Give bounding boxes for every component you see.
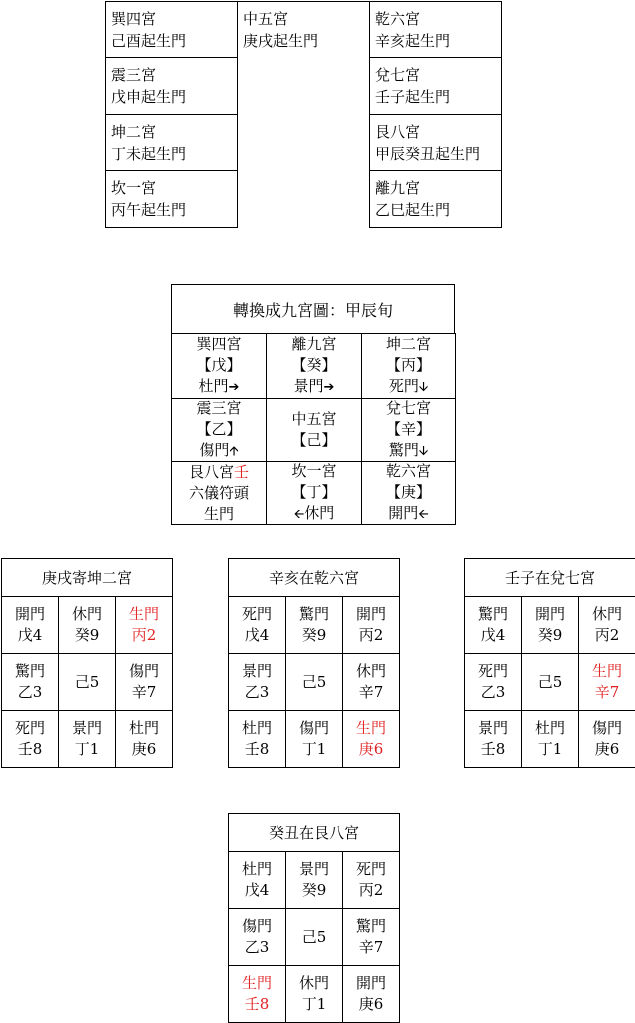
palace-cell <box>361 333 456 399</box>
small-grid-cell <box>1 710 59 768</box>
palace-cell <box>266 333 362 399</box>
palace-name-text: 震三宮 <box>196 399 242 417</box>
palace-cell-gate <box>294 503 335 525</box>
stem-label: 戊4 <box>244 881 270 899</box>
stem-label: 己5 <box>301 927 327 946</box>
gate-label: 杜門 <box>241 860 272 878</box>
top-cell-zhen3 <box>105 57 238 115</box>
stem-label: 戊4 <box>244 626 270 644</box>
gate-label: 開門 <box>355 605 386 623</box>
stem-label: 壬8 <box>480 740 506 758</box>
top-cell-desc: 壬子起生門 <box>375 88 451 106</box>
small-grid-title: 癸丑在艮八宮 <box>228 813 400 852</box>
palace-gate-text: 驚門 <box>388 441 419 459</box>
stem-label: 己5 <box>74 672 100 691</box>
small-grid-cell <box>115 596 173 654</box>
palace-cell-name <box>386 334 431 355</box>
palace-name-text: 乾六宮 <box>385 462 431 480</box>
arrow-icon: 🡩 <box>229 444 239 459</box>
palace-cell-gate <box>389 440 428 462</box>
small-grid-cell <box>58 653 116 711</box>
small-grid-cell <box>521 596 579 654</box>
palace-gate-text: 景門 <box>293 377 324 395</box>
palace-name-text: 兌七宮 <box>385 399 431 417</box>
top-cell-name: 中五宮 <box>243 10 289 28</box>
small-grid-cell <box>342 965 400 1023</box>
palace-cell <box>171 461 267 525</box>
palace-cell-stem: 【庚】 <box>385 483 431 501</box>
small-grid-cell <box>115 653 173 711</box>
stem-label: 癸9 <box>301 626 327 644</box>
palace-cell-name <box>291 334 336 355</box>
gate-label: 景門 <box>241 662 272 680</box>
palace-cell-name <box>291 461 336 482</box>
small-grid-cell <box>1 653 59 711</box>
stem-label: 己5 <box>301 672 327 691</box>
small-grid-cell <box>285 908 343 966</box>
stem-label: 丁1 <box>301 740 327 758</box>
small-grid-cell <box>342 653 400 711</box>
small-grid-cell <box>342 908 400 966</box>
stem-label: 庚6 <box>358 740 384 758</box>
stem-label: 庚6 <box>131 740 157 758</box>
top-cell-qian6 <box>369 1 502 58</box>
palace-cell <box>361 398 456 462</box>
gate-label: 休門 <box>591 605 622 623</box>
top-cell-xun4 <box>105 1 238 58</box>
small-grid-cell <box>228 851 286 909</box>
palace-cell-gate <box>388 503 429 525</box>
palace-cell-stem: 【戊】 <box>196 356 242 374</box>
stem-label: 丙2 <box>594 626 620 644</box>
palace-cell <box>171 333 267 399</box>
palace-cell-name <box>196 334 241 355</box>
top-cell-name: 震三宮 <box>111 66 157 84</box>
stem-label: 癸9 <box>74 626 100 644</box>
top-cell-desc: 乙巳起生門 <box>375 201 451 219</box>
top-cell-name: 巽四宮 <box>111 10 157 28</box>
gate-label: 驚門 <box>355 917 386 935</box>
stem-label: 己5 <box>537 672 563 691</box>
small-grid-cell <box>285 596 343 654</box>
stem-label: 辛7 <box>594 683 620 701</box>
palace-cell-stem: 【乙】 <box>196 420 242 438</box>
gate-label: 休門 <box>298 974 329 992</box>
top-cell-name: 坎一宮 <box>111 179 157 197</box>
small-grid-cell <box>228 965 286 1023</box>
stem-label: 戊4 <box>17 626 43 644</box>
small-grid-cell <box>521 710 579 768</box>
stem-label: 乙3 <box>480 683 506 701</box>
arrow-icon: ➔ <box>228 380 240 395</box>
palace-cell-name <box>196 398 241 419</box>
top-cell-name: 離九宮 <box>375 179 421 197</box>
gate-label: 開門 <box>355 974 386 992</box>
palace-cell-stem: 【丁】 <box>291 483 337 501</box>
gate-label: 杜門 <box>534 719 565 737</box>
top-cell-desc: 辛亥起生門 <box>375 32 451 50</box>
top-cell-gen8 <box>369 114 502 171</box>
palace-cell-name <box>189 462 249 483</box>
small-grid-cell <box>578 596 635 654</box>
small-grid-cell <box>285 710 343 768</box>
arrow-icon: 🡨 <box>293 507 305 522</box>
small-grid-cell <box>464 596 522 654</box>
small-grid-cell <box>115 710 173 768</box>
stem-label: 辛7 <box>358 683 384 701</box>
arrow-icon: 🡫 <box>418 380 429 395</box>
palace-cell <box>361 461 456 525</box>
top-cell-dui7 <box>369 57 502 115</box>
palace-diagram-title: 轉換成九宮圖：甲辰旬 <box>171 284 455 334</box>
top-cell-kun2 <box>105 114 238 171</box>
palace-cell <box>266 461 362 525</box>
stem-label: 壬8 <box>244 995 270 1013</box>
top-cell-li9 <box>369 170 502 228</box>
stem-label: 丁1 <box>537 740 563 758</box>
small-grid-cell <box>285 965 343 1023</box>
palace-cell <box>266 398 362 462</box>
palace-cell <box>171 398 267 462</box>
stem-label: 丙2 <box>358 626 384 644</box>
gate-label: 開門 <box>534 605 565 623</box>
gate-label: 死門 <box>14 719 45 737</box>
small-grid-cell <box>578 653 635 711</box>
stem-label: 壬8 <box>17 740 43 758</box>
palace-gate-text: 生門 <box>203 504 234 523</box>
palace-name-text: 中五宮 <box>291 410 337 428</box>
gate-label: 開門 <box>14 605 45 623</box>
palace-cell-gate <box>199 376 240 398</box>
palace-cell-stem: 【丙】 <box>385 356 431 374</box>
gate-label: 景門 <box>477 719 508 737</box>
top-cell-zhong5 <box>237 1 370 58</box>
stem-label: 癸9 <box>301 881 327 899</box>
palace-gate-text: 休門 <box>304 504 335 522</box>
small-grid-cell <box>342 710 400 768</box>
palace-cell-gate <box>199 440 238 462</box>
palace-cell-name <box>386 398 431 419</box>
top-cell-desc: 丁未起生門 <box>111 145 187 163</box>
palace-cell-stem: 【癸】 <box>291 356 337 374</box>
small-grid-title: 辛亥在乾六宮 <box>228 558 400 597</box>
gate-label: 死門 <box>477 662 508 680</box>
gate-label: 休門 <box>355 662 386 680</box>
small-grid-cell <box>1 596 59 654</box>
palace-gate-text: 杜門 <box>198 377 229 395</box>
top-cell-name: 乾六宮 <box>375 10 421 28</box>
stem-label: 庚6 <box>358 995 384 1013</box>
stem-label: 辛7 <box>131 683 157 701</box>
palace-cell-gate <box>389 376 428 398</box>
palace-cell-name <box>386 461 431 482</box>
gate-label: 休門 <box>71 605 102 623</box>
top-cell-desc: 丙午起生門 <box>111 201 187 219</box>
gate-label: 生門 <box>355 719 386 737</box>
palace-name-text: 坎一宮 <box>291 462 337 480</box>
small-grid-title: 庚戌寄坤二宮 <box>1 558 173 597</box>
top-cell-desc: 甲辰癸丑起生門 <box>375 145 481 163</box>
palace-cell-name <box>291 409 336 430</box>
palace-gate-text: 開門 <box>388 504 419 522</box>
stem-label: 乙3 <box>244 683 270 701</box>
small-grid-title: 壬子在兌七宮 <box>464 558 635 597</box>
gate-label: 景門 <box>298 860 329 878</box>
gate-label: 景門 <box>71 719 102 737</box>
stem-label: 丙2 <box>131 626 157 644</box>
palace-cell-gate <box>294 376 335 398</box>
palace-gate-text: 傷門 <box>199 441 230 459</box>
small-grid-cell <box>464 710 522 768</box>
palace-gate-text: 死門 <box>388 377 419 395</box>
palace-name-text: 坤二宮 <box>385 335 431 353</box>
small-grid-cell <box>285 851 343 909</box>
small-grid-cell <box>342 851 400 909</box>
arrow-icon: 🡫 <box>418 444 429 459</box>
small-grid-cell <box>521 653 579 711</box>
stem-label: 丙2 <box>358 881 384 899</box>
stem-label: 丁1 <box>74 740 100 758</box>
small-grid-cell <box>228 710 286 768</box>
arrow-icon: 🡨 <box>418 507 429 522</box>
small-grid-cell <box>58 596 116 654</box>
stem-label: 戊4 <box>480 626 506 644</box>
small-grid-cell <box>285 653 343 711</box>
gate-label: 杜門 <box>241 719 272 737</box>
top-cell-name: 坤二宮 <box>111 123 157 141</box>
palace-cell-gate <box>204 504 234 525</box>
gate-label: 死門 <box>355 860 386 878</box>
gate-label: 死門 <box>241 605 272 623</box>
small-grid-cell <box>578 710 635 768</box>
stem-label: 辛7 <box>358 938 384 956</box>
top-cell-kan1 <box>105 170 238 228</box>
stem-label: 丁1 <box>301 995 327 1013</box>
top-cell-name: 兌七宮 <box>375 66 421 84</box>
stem-label: 乙3 <box>244 938 270 956</box>
gate-label: 傷門 <box>128 662 159 680</box>
gate-label: 驚門 <box>298 605 329 623</box>
gate-label: 傷門 <box>591 719 622 737</box>
stem-label: 乙3 <box>17 683 43 701</box>
small-grid-cell <box>342 596 400 654</box>
top-cell-desc: 庚戌起生門 <box>243 32 319 50</box>
gate-label: 生門 <box>241 974 272 992</box>
top-cell-name: 艮八宮 <box>375 123 421 141</box>
stem-label: 庚6 <box>594 740 620 758</box>
top-cell-desc: 戊申起生門 <box>111 88 187 106</box>
palace-cell-stem: 【辛】 <box>385 420 431 438</box>
gate-label: 杜門 <box>128 719 159 737</box>
stem-label: 壬8 <box>244 740 270 758</box>
small-grid-cell <box>228 653 286 711</box>
top-cell-desc: 己酉起生門 <box>111 32 187 50</box>
palace-name-text: 巽四宮 <box>196 335 242 353</box>
small-grid-cell <box>464 653 522 711</box>
gate-label: 傷門 <box>241 917 272 935</box>
gate-label: 生門 <box>591 662 622 680</box>
palace-cell-stem: 【己】 <box>291 431 337 449</box>
palace-name-text: 艮八宮 <box>188 462 234 481</box>
palace-name-red-stem: 壬 <box>234 462 250 481</box>
gate-label: 驚門 <box>14 662 45 680</box>
small-grid-cell <box>228 596 286 654</box>
arrow-icon: ➔ <box>323 380 335 395</box>
palace-cell-stem: 六儀符頭 <box>188 483 249 502</box>
stem-label: 癸9 <box>537 626 563 644</box>
small-grid-cell <box>58 710 116 768</box>
palace-name-text: 離九宮 <box>291 335 337 353</box>
gate-label: 傷門 <box>298 719 329 737</box>
gate-label: 驚門 <box>477 605 508 623</box>
small-grid-cell <box>228 908 286 966</box>
gate-label: 生門 <box>128 605 159 623</box>
